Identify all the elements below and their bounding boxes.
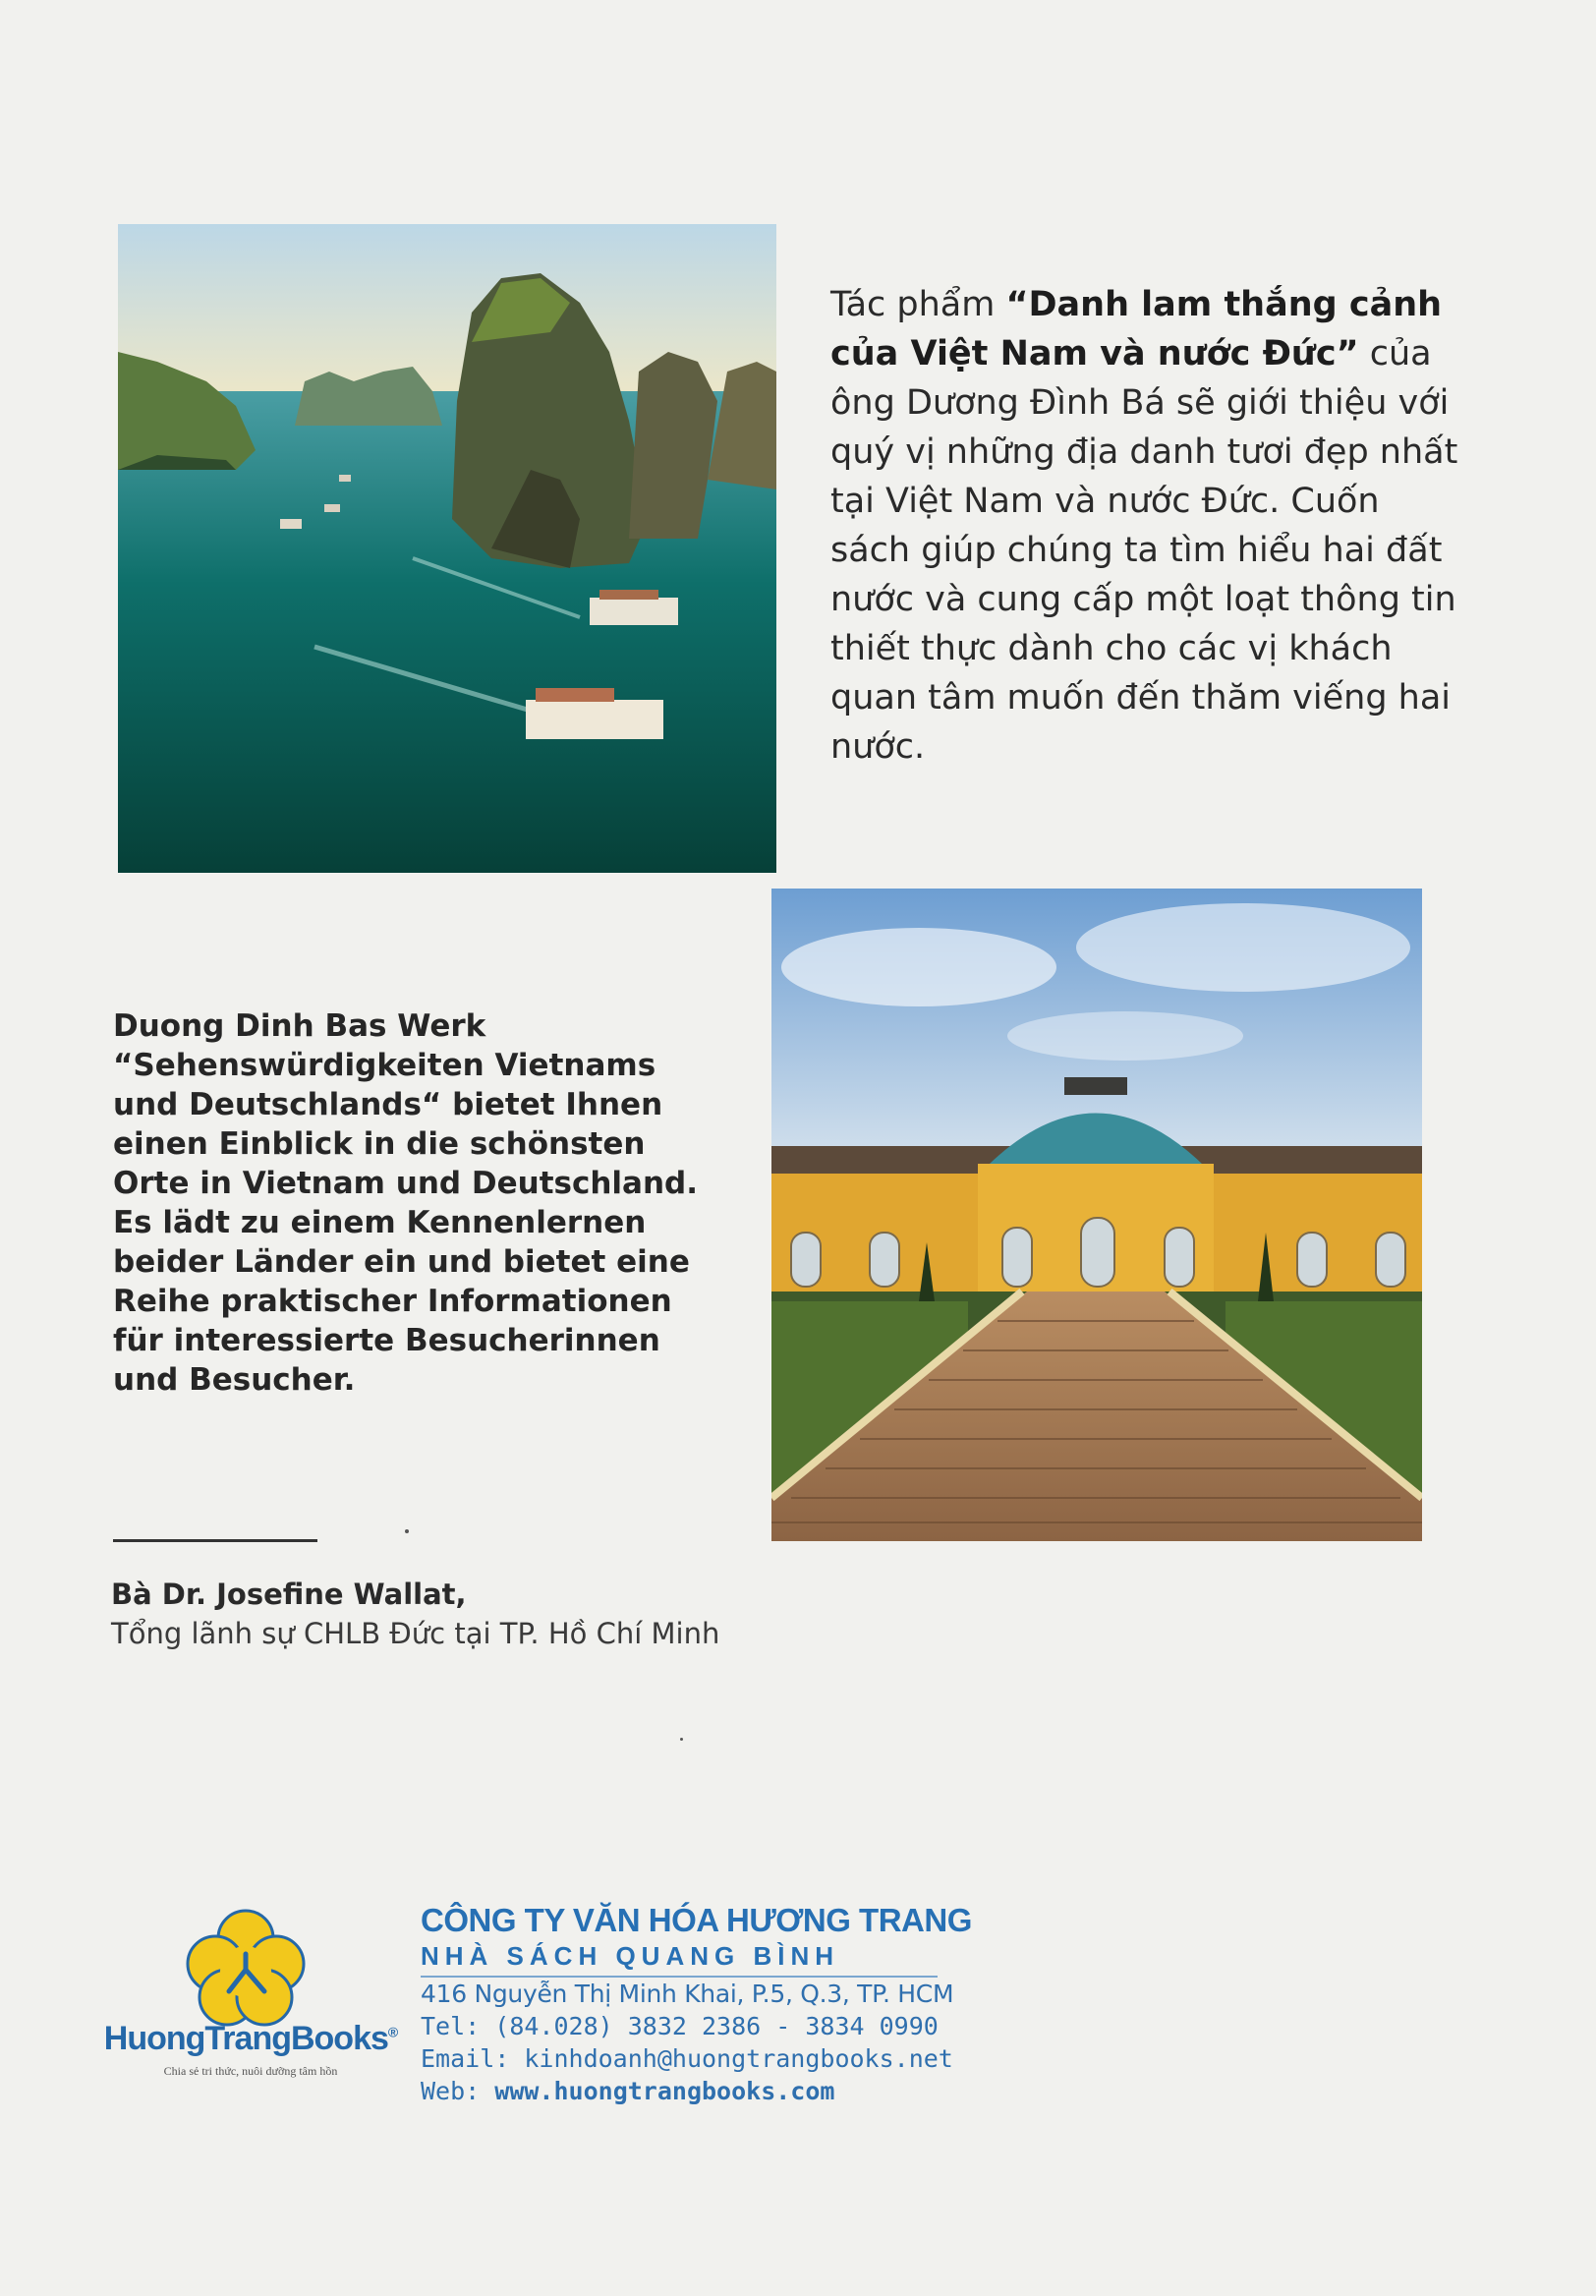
german-blurb-line: beider Länder ein und bietet eine [113, 1244, 690, 1280]
german-blurb-line: Es lädt zu einem Kennenlernen [113, 1205, 647, 1240]
contact-divider [421, 1976, 938, 1978]
german-blurb-line: Duong Dinh Bas Werk [113, 1008, 486, 1044]
ha-long-bay-photo [118, 224, 776, 873]
signature-divider [113, 1539, 317, 1542]
publisher-phone [421, 2012, 939, 2040]
publisher-email [421, 2044, 953, 2073]
web-label: Web: [421, 2077, 481, 2105]
german-blurb-line: Reihe praktischer Informationen [113, 1284, 672, 1319]
email-address: kinhdoanh@huongtrangbooks.net [524, 2044, 953, 2073]
phone-number: (84.028) 3832 2386 - 3834 0990 [494, 2012, 939, 2040]
german-blurb-line: “Sehenswürdigkeiten Vietnams [113, 1048, 656, 1083]
book-title-vietnamese: “Danh lam thắng cảnh của Việt Nam và nước Đức” [830, 285, 1443, 373]
flower-logo-icon [182, 1907, 310, 2030]
vietnamese-blurb-intro: Tác phẩm [830, 285, 1006, 324]
german-blurb-line: und Deutschlands“ bietet Ihnen [113, 1087, 663, 1122]
sanssouci-palace-photo [771, 889, 1422, 1541]
phone-label: Tel: [421, 2012, 481, 2040]
speck-mark [680, 1738, 683, 1741]
publisher-address: 416 Nguyễn Thị Minh Khai, P.5, Q.3, TP. HCM [421, 1980, 954, 2008]
registered-mark: ® [387, 2024, 398, 2040]
publisher-tagline: Chia sẻ tri thức, nuôi dưỡng tâm hồn [163, 2064, 338, 2078]
publisher-logo [98, 1902, 403, 2089]
author-title: Tổng lãnh sự CHLB Đức tại TP. Hồ Chí Minh [111, 1617, 720, 1650]
vietnamese-blurb [830, 280, 1459, 772]
email-label: Email: [421, 2044, 510, 2073]
german-blurb [113, 1006, 742, 1400]
german-blurb-line: und Besucher. [113, 1362, 356, 1398]
speck-mark [405, 1529, 409, 1533]
publisher-web [421, 2077, 834, 2105]
german-blurb-line: für interessierte Besucherinnen [113, 1323, 660, 1358]
publisher-brand-text: HuongTrangBooks [103, 2020, 388, 2057]
publisher-bookstore: NHÀ SÁCH QUANG BÌNH [421, 1941, 839, 1971]
vietnamese-blurb-body: của ông Dương Đình Bá sẽ giới thiệu với quý vị những địa danh tươi đẹp nhất tại Việt Nam và nước Đức. Cuốn sách giúp chúng ta tìm hiểu hai đất nước và cung cấp một loạt thông tin thiết thực dành cho các vị khách quan tâm muốn đến thăm viếng hai nước. [830, 334, 1458, 767]
german-blurb-line: Orte in Vietnam und Deutschland. [113, 1166, 699, 1201]
german-blurb-line: einen Einblick in die schönsten [113, 1126, 646, 1162]
publisher-company: CÔNG TY VĂN HÓA HƯƠNG TRANG [421, 1902, 972, 1938]
publisher-brand [98, 2020, 403, 2058]
web-address: www.huongtrangbooks.com [494, 2077, 835, 2105]
author-name: Bà Dr. Josefine Wallat, [111, 1578, 467, 1611]
